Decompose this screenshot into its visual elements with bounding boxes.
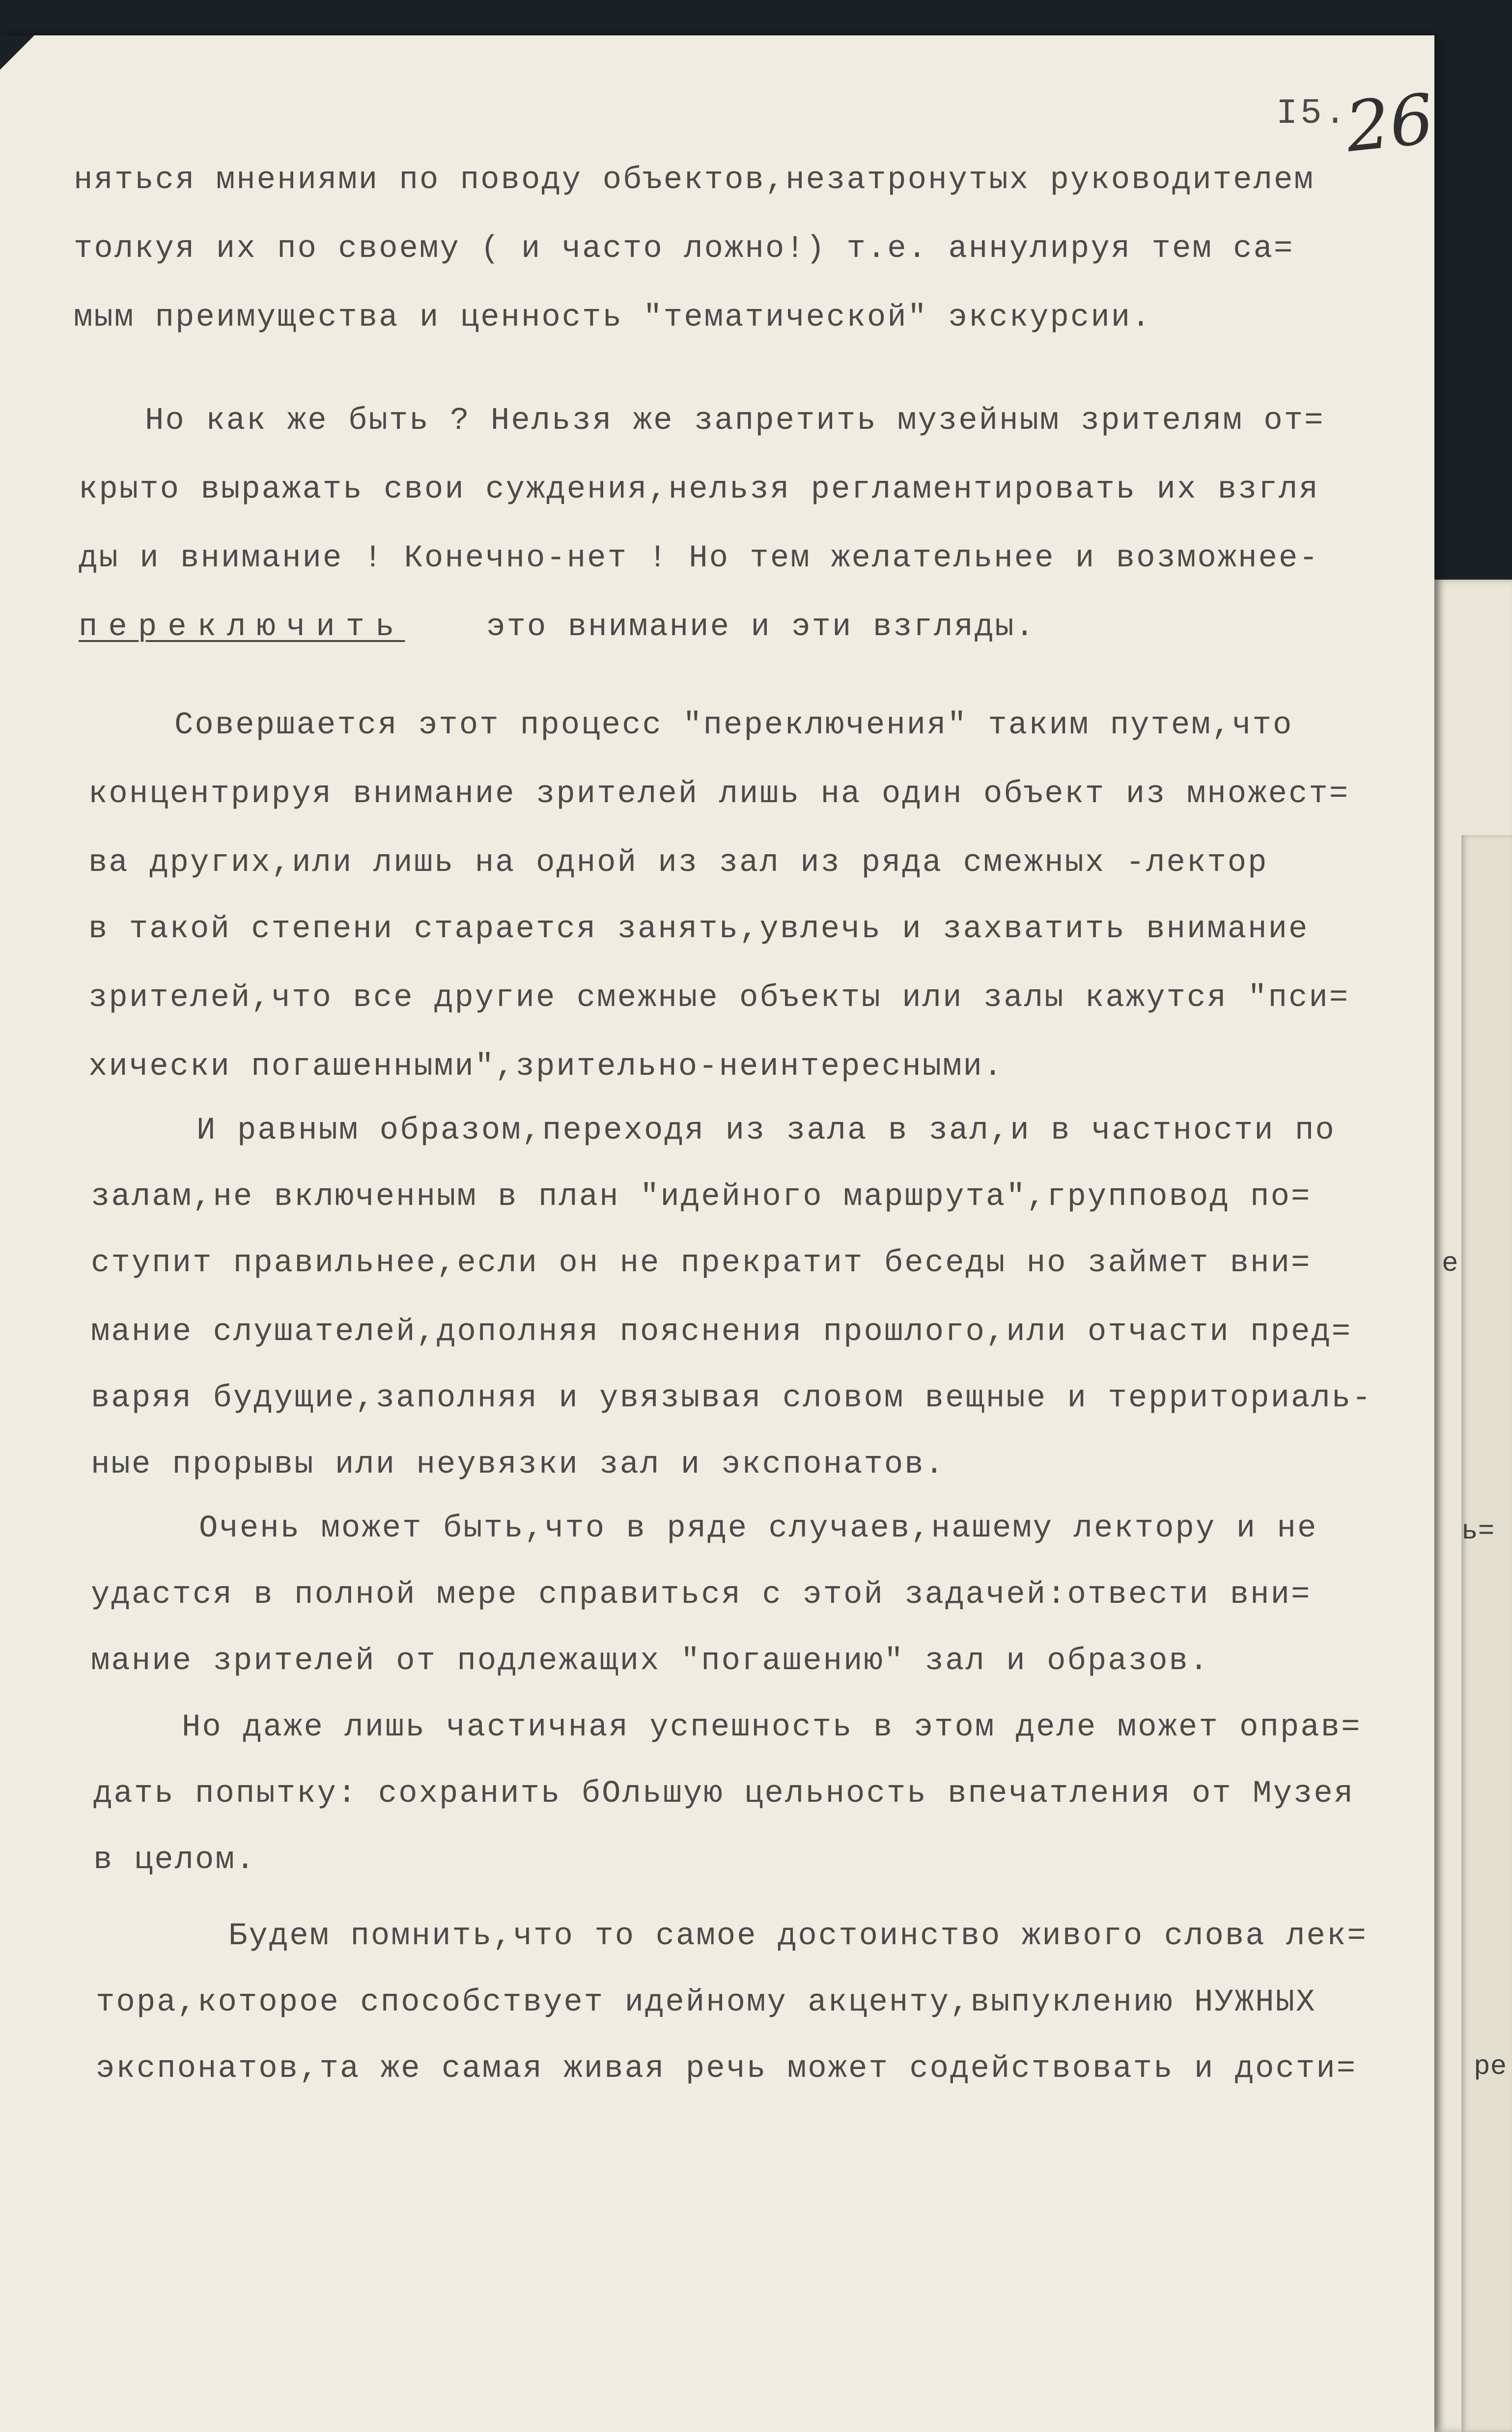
text-line: ва других,или лишь на одной из зал из ряда смежных -лектор — [88, 845, 1268, 881]
page-number: I5. — [1276, 93, 1349, 134]
text-line: мание слушателей,дополняя пояснения прошлого,или отчасти пред= — [91, 1314, 1352, 1350]
text-line: удастся в полной мере справиться с этой задачей:отвести вни= — [91, 1577, 1312, 1613]
text-line: в такой степени старается занять,увлечь и захватить внимание — [88, 912, 1309, 947]
margin-fragment: е — [1442, 1248, 1458, 1279]
text-line: Очень может быть,что в ряде случаев,нашему лектору и не — [199, 1511, 1318, 1546]
text-line: Будем помнить,что то самое достоинство живого слова лек= — [228, 1919, 1368, 1954]
corner-fold — [0, 35, 34, 70]
underlined-word: переключить — [79, 610, 405, 645]
text-line: толкуя их по своему ( и часто ложно!) т.е. аннулируя тем са= — [74, 231, 1294, 267]
text-line: варяя будущие,заполняя и увязывая словом вещные и территориаль- — [91, 1381, 1372, 1416]
margin-fragment: ь= — [1461, 1515, 1495, 1547]
text-line: Но как же быть ? Нельзя же запретить музейным зрителям от= — [145, 403, 1325, 439]
text-line: дать попытку: сохранить бОльшую цельность впечатления от Музея — [93, 1776, 1355, 1812]
margin-fragment: ре — [1474, 2051, 1507, 2082]
text-line: в целом. — [93, 1843, 256, 1878]
text-line: концентрируя внимание зрителей лишь на один объект из множест= — [88, 777, 1350, 812]
text-line: залам,не включенным в план "идейного маршрута",групповод по= — [91, 1179, 1312, 1215]
folio-mark: 26 — [1342, 79, 1438, 168]
text-line — [79, 608, 1036, 647]
text-line: ные прорывы или неувязки зал и экспонатов. — [91, 1447, 946, 1482]
text-line: няться мнениями по поводу объектов,незатронутых руководителем — [74, 163, 1315, 198]
text-line: мым преимущества и ценность "тематической" экскурсии. — [74, 300, 1152, 335]
text-line: экспонатов,та же самая живая речь может содействовать и дости= — [96, 2051, 1357, 2087]
text-line: зрителей,что все другие смежные объекты или залы кажутся "пси= — [88, 980, 1350, 1016]
text-line: ды и внимание ! Конечно-нет ! Но тем желательнее и возможнее- — [79, 541, 1319, 576]
text-line: тора,которое способствует идейному акценту,выпуклению НУЖНЫХ — [96, 1985, 1316, 2020]
text-line: ступит правильнее,если он не прекратит беседы но займет вни= — [91, 1246, 1312, 1281]
text-line-tail: это внимание и эти взгляды. — [486, 610, 1036, 645]
text-line: крыто выражать свои суждения,нельзя регламентировать их взгля — [79, 472, 1319, 507]
text-line: хически погашенными",зрительно-неинтересными. — [88, 1049, 1004, 1085]
text-line: мание зрителей от подлежащих "погашению" зал и образов. — [91, 1644, 1210, 1679]
back-sheet-lower — [1461, 835, 1512, 2432]
document-page — [0, 35, 1438, 2432]
text-line: Совершается этот процесс "переключения" таким путем,что — [174, 708, 1293, 743]
text-line: И равным образом,переходя из зала в зал,и в частности по — [196, 1113, 1336, 1148]
text-line: Но даже лишь частичная успешность в этом деле может оправ= — [182, 1710, 1362, 1745]
